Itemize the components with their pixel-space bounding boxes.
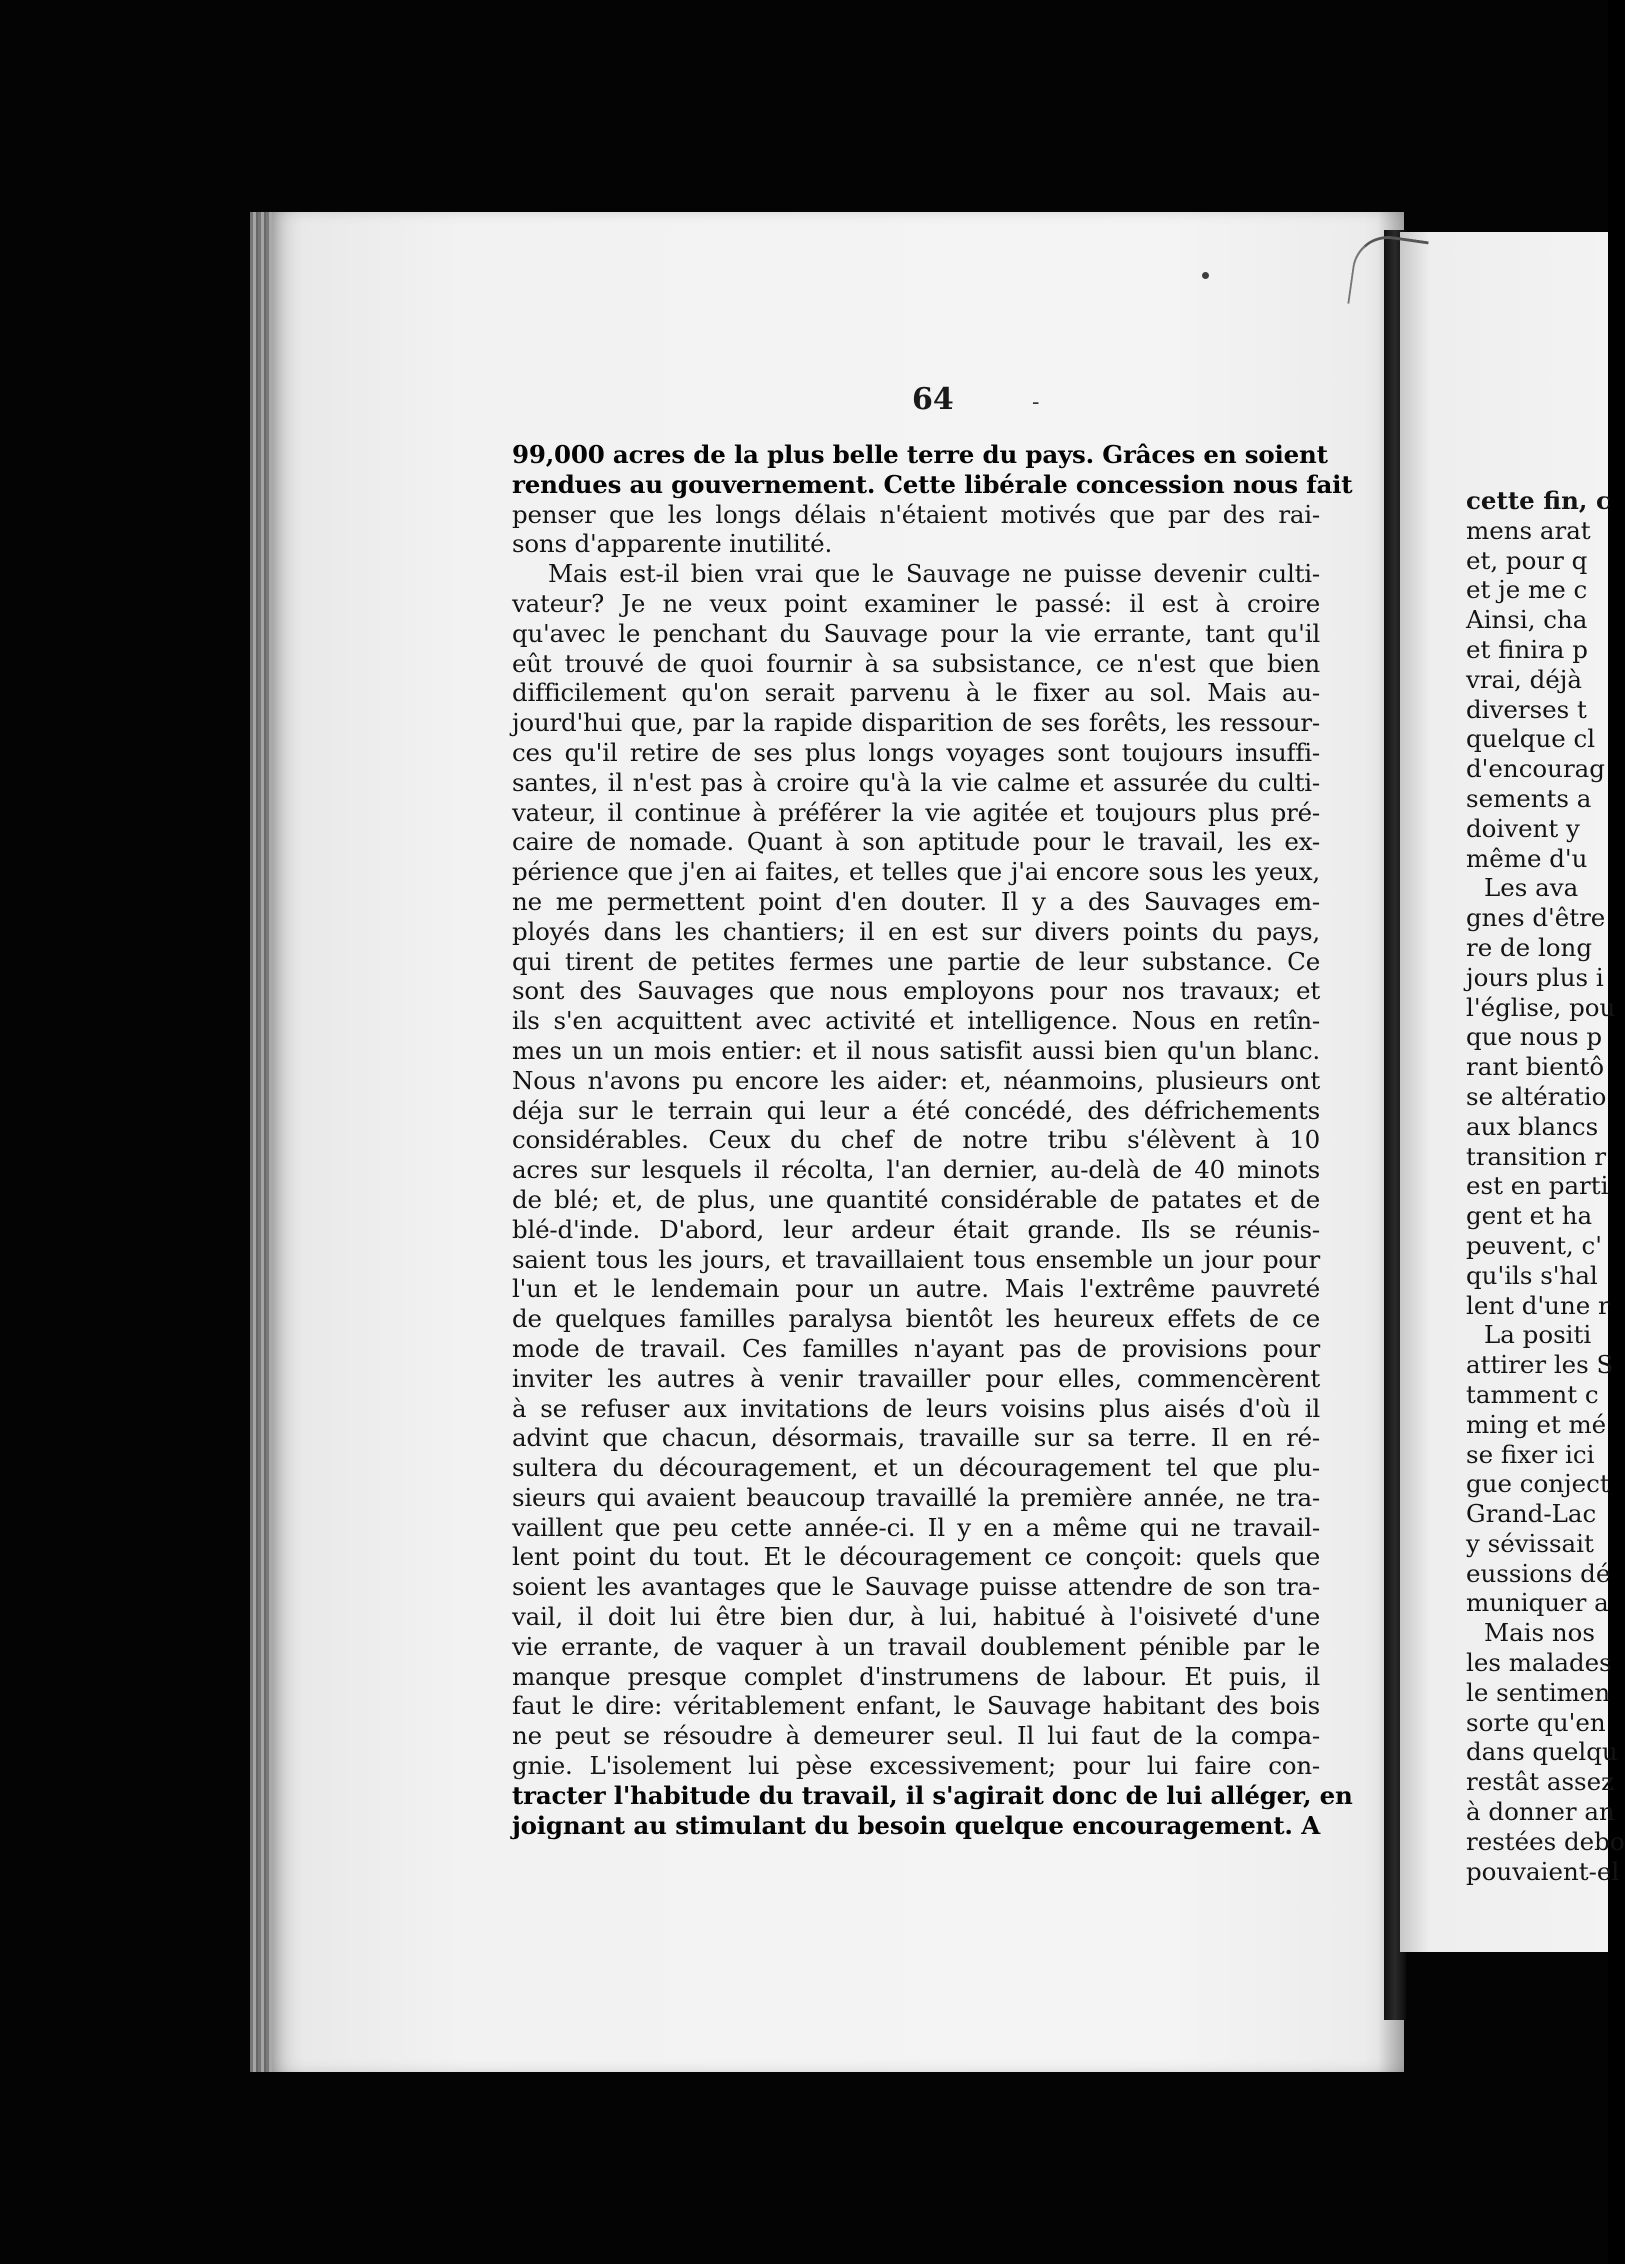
text-line: re de long	[1466, 932, 1593, 962]
text-line: sultera du découragement, et un découragement tel que plu-	[512, 1453, 1320, 1483]
text-line: ils s'en acquittent avec activité et intelligence. Nous en retîn-	[512, 1006, 1320, 1036]
page-binding-edge	[250, 212, 272, 2072]
text-line: l'église, pou	[1466, 992, 1616, 1022]
text-line: diverses t	[1466, 694, 1587, 724]
text-line: transition r	[1466, 1141, 1607, 1171]
text-line: sons d'apparente inutilité.	[512, 529, 833, 559]
text-line: soient les avantages que le Sauvage puisse attendre de son tra-	[512, 1572, 1320, 1602]
text-line: jours plus i	[1466, 962, 1604, 992]
text-line: de quelques familles paralysa bientôt les heureux effets de ce	[512, 1304, 1320, 1334]
text-line: mes un un mois entier: et il nous satisfit aussi bien qu'un blanc.	[512, 1035, 1320, 1065]
text-line: faut le dire: véritablement enfant, le Sauvage habitant des bois	[512, 1691, 1320, 1721]
text-line: vie errante, de vaquer à un travail doublement pénible par le	[512, 1631, 1320, 1661]
text-line: sorte qu'en	[1466, 1707, 1606, 1737]
text-line: ming et mé	[1466, 1409, 1607, 1439]
text-line: gnie. L'isolement lui pèse excessivement; pour lui faire con-	[512, 1751, 1320, 1781]
text-line: vaillent que peu cette année-ci. Il y en a même qui ne travail-	[512, 1512, 1320, 1542]
page-number: 64	[912, 382, 954, 417]
text-line: les malades	[1466, 1648, 1612, 1678]
text-line: cette fin, c	[1466, 486, 1611, 515]
text-line: et je me c	[1466, 575, 1588, 605]
text-line: La positi	[1484, 1320, 1592, 1350]
text-line: et, pour q	[1466, 545, 1588, 575]
text-line: périence que j'en ai faites, et telles que j'ai encore sous les yeux,	[512, 857, 1320, 887]
text-line: d'encourag	[1466, 754, 1605, 784]
text-line: blé-d'inde. D'abord, leur ardeur était grande. Ils se réunis-	[512, 1214, 1320, 1244]
text-line: Nous n'avons pu encore les aider: et, néanmoins, plusieurs ont	[512, 1065, 1320, 1095]
text-line: même d'u	[1466, 843, 1588, 873]
text-line: se fixer ici	[1466, 1439, 1595, 1469]
text-line: Grand-Lac	[1466, 1499, 1597, 1529]
text-line: mode de travail. Ces familles n'ayant pas de provisions pour	[512, 1333, 1320, 1363]
text-line: eussions dé	[1466, 1558, 1611, 1588]
text-line: vail, il doit lui être bien dur, à lui, habitué à l'oisiveté d'une	[512, 1602, 1320, 1632]
text-line: acres sur lesquels il récolta, l'an dernier, au-delà de 40 minots	[512, 1155, 1320, 1185]
text-line: jourd'hui que, par la rapide disparition de ses forêts, les ressour-	[512, 708, 1320, 738]
text-line: qui tirent de petites fermes une partie de leur substance. Ce	[512, 946, 1320, 976]
text-line: Ainsi, cha	[1466, 605, 1588, 635]
text-line: gent et ha	[1466, 1201, 1593, 1231]
text-line: sont des Sauvages que nous employons pour nos travaux; et	[512, 976, 1320, 1006]
text-line: tamment c	[1466, 1379, 1599, 1409]
text-line: de blé; et, de plus, une quantité considérable de patates et de	[512, 1184, 1320, 1214]
text-line: saient tous les jours, et travaillaient tous ensemble un jour pour	[512, 1244, 1320, 1274]
text-line: Les ava	[1484, 873, 1579, 903]
text-line: caire de nomade. Quant à son aptitude pour le travail, les ex-	[512, 827, 1320, 857]
text-line: sieurs qui avaient beaucoup travaillé la première année, ne tra-	[512, 1482, 1320, 1512]
text-line: que nous p	[1466, 1022, 1603, 1052]
text-line: lent d'une r	[1466, 1290, 1610, 1320]
text-line: eût trouvé de quoi fournir à sa subsistance, ce n'est que bien	[512, 648, 1320, 678]
ink-speck	[1202, 272, 1209, 279]
text-line: 99,000 acres de la plus belle terre du pays. Grâces en soient	[512, 440, 1328, 469]
text-line: déja sur le terrain qui leur a été concédé, des défrichements	[512, 1095, 1320, 1125]
text-line: gue conject	[1466, 1469, 1610, 1499]
text-line: est en parti	[1466, 1171, 1609, 1201]
text-line: rant bientô	[1466, 1052, 1605, 1082]
text-line: difficilement qu'on serait parvenu à le fixer au sol. Mais au-	[512, 678, 1320, 708]
text-line: sements a	[1466, 783, 1592, 813]
text-line: et finira p	[1466, 634, 1588, 664]
text-line: quelque cl	[1466, 724, 1596, 754]
text-line: doivent y	[1466, 813, 1580, 843]
text-line: aux blancs	[1466, 1111, 1599, 1141]
text-line: penser que les longs délais n'étaient motivés que par des rai-	[512, 499, 1320, 529]
text-line: attirer les S	[1466, 1350, 1614, 1380]
text-line: gnes d'être	[1466, 903, 1606, 933]
text-line: Mais nos	[1484, 1618, 1595, 1648]
text-line: ces qu'il retire de ses plus longs voyages sont toujours insuffi-	[512, 737, 1320, 767]
text-line: qu'avec le penchant du Sauvage pour la vie errante, tant qu'il	[512, 618, 1320, 648]
page-number-mark: -	[1032, 390, 1040, 415]
text-line: pouvaient-el	[1466, 1856, 1620, 1886]
text-line: joignant au stimulant du besoin quelque encouragement. A	[512, 1810, 1320, 1840]
text-line: muniquer a	[1466, 1588, 1609, 1618]
left-page-body-text	[512, 440, 1353, 1840]
text-line: y sévissait	[1466, 1528, 1594, 1558]
text-line: ne peut se résoudre à demeurer seul. Il lui faut de la compa-	[512, 1721, 1320, 1751]
text-line: lent point du tout. Et le découragement ce conçoit: quels que	[512, 1542, 1320, 1572]
text-line: l'un et le lendemain pour un autre. Mais l'extrême pauvreté	[512, 1274, 1320, 1304]
text-line: dans quelqu	[1466, 1737, 1618, 1767]
text-line: le sentimen	[1466, 1677, 1611, 1707]
text-line: à donner an	[1466, 1797, 1615, 1827]
text-line: restât assez	[1466, 1767, 1615, 1797]
right-page-body-text	[1466, 486, 1625, 1886]
text-line: santes, il n'est pas à croire qu'à la vie calme et assurée du culti-	[512, 767, 1320, 797]
text-line: ne me permettent point d'en douter. Il y a des Sauvages em-	[512, 886, 1320, 916]
text-line: rendues au gouvernement. Cette libérale concession nous fait	[512, 469, 1353, 499]
text-line: peuvent, c'	[1466, 1230, 1602, 1260]
text-line: inviter les autres à venir travailler pour elles, commencèrent	[512, 1363, 1320, 1393]
text-line: Mais est-il bien vrai que le Sauvage ne puisse devenir culti-	[548, 559, 1320, 589]
text-line: advint que chacun, désormais, travaille sur sa terre. Il en ré-	[512, 1423, 1320, 1453]
text-line: à se refuser aux invitations de leurs voisins plus aisés d'où il	[512, 1393, 1320, 1423]
text-line: manque presque complet d'instrumens de labour. Et puis, il	[512, 1661, 1320, 1691]
text-line: vrai, déjà	[1466, 664, 1582, 694]
text-line: restées debo	[1466, 1826, 1625, 1856]
text-line: mens arat	[1466, 515, 1591, 545]
text-line: ployés dans les chantiers; il en est sur divers points du pays,	[512, 916, 1320, 946]
text-line: qu'ils s'hal	[1466, 1260, 1598, 1290]
text-line: tracter l'habitude du travail, il s'agirait donc de lui alléger, en	[512, 1780, 1353, 1810]
text-line: considérables. Ceux du chef de notre tribu s'élèvent à 10	[512, 1125, 1320, 1155]
text-line: vateur? Je ne veux point examiner le passé: il est à croire	[512, 588, 1320, 618]
text-line: se altératio	[1466, 1081, 1607, 1111]
text-line: vateur, il continue à préférer la vie agitée et toujours plus pré-	[512, 797, 1320, 827]
